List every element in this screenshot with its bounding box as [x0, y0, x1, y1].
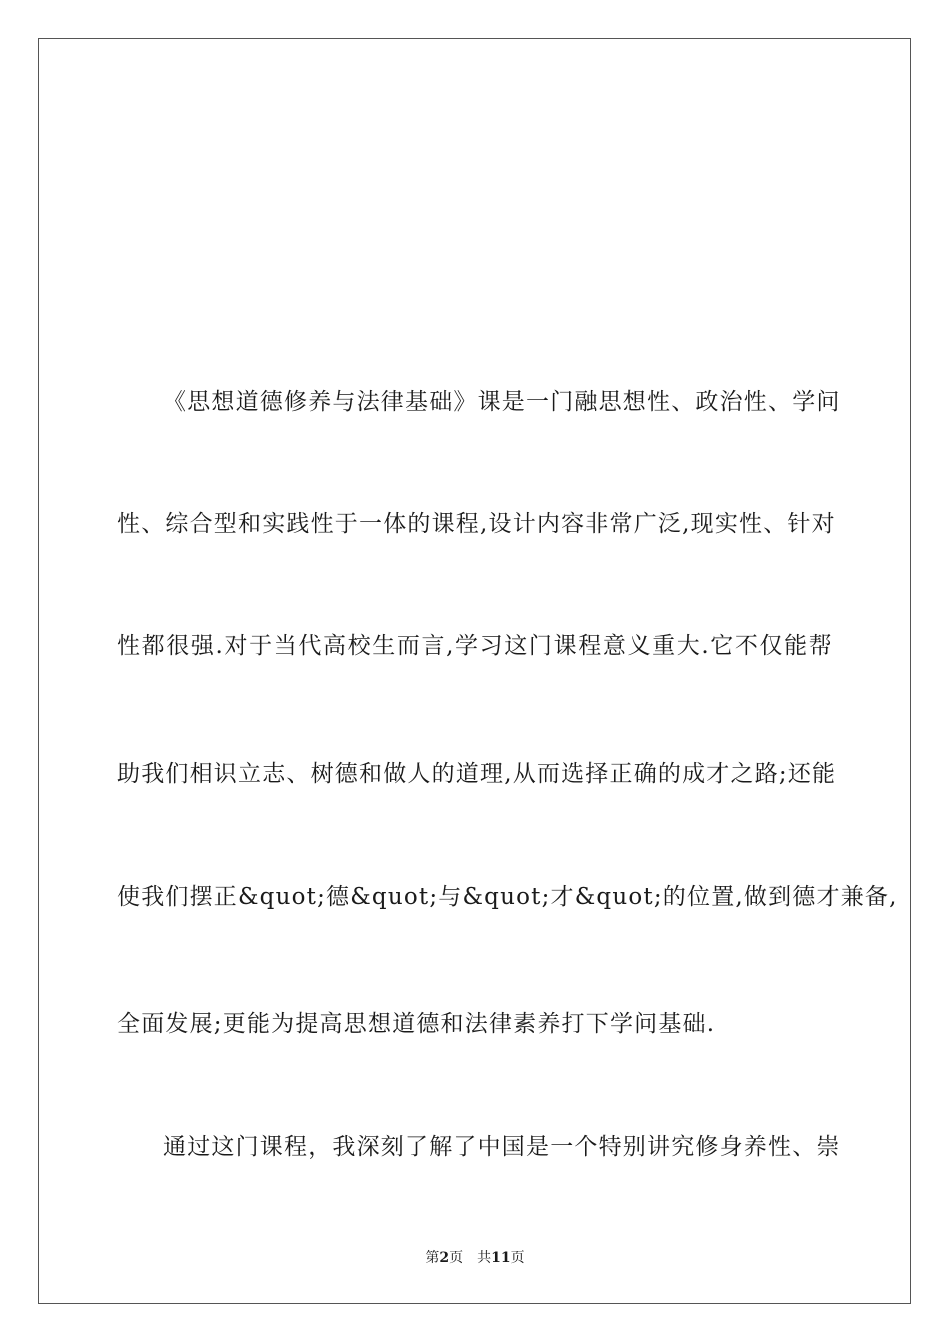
- total-pages: 11: [491, 1250, 511, 1266]
- paragraph-1-line-6: 全面发展;更能为提高思想道德和法律素养打下学问基础.: [117, 1011, 716, 1037]
- page-footer: [0, 1249, 950, 1267]
- page-number: 2: [439, 1250, 450, 1266]
- paragraph-1-line-3: 性都很强.对于当代高校生而言,学习这门课程意义重大.它不仅能帮: [117, 633, 833, 659]
- page-border: [38, 38, 911, 1304]
- paragraph-1-line-1: 《思想道德修养与法律基础》课是一门融思想性、政治性、学问: [163, 389, 841, 415]
- page-prefix: 第: [425, 1250, 440, 1266]
- total-prefix: 共: [477, 1250, 492, 1266]
- paragraph-2-line-1: 通过这门课程，我深刻了解了中国是一个特别讲究修身养性、崇: [163, 1134, 841, 1160]
- total-suffix: 页: [510, 1250, 525, 1266]
- paragraph-1-line-4: 助我们相识立志、树德和做人的道理,从而选择正确的成才之路;还能: [117, 761, 837, 787]
- paragraph-1-line-5: 使我们摆正&quot;德&quot;与&quot;才&quot;的位置,做到德才兼备,: [117, 884, 898, 910]
- page-suffix: 页: [449, 1250, 464, 1266]
- paragraph-1-line-2: 性、综合型和实践性于一体的课程,设计内容非常广泛,现实性、针对: [117, 511, 836, 537]
